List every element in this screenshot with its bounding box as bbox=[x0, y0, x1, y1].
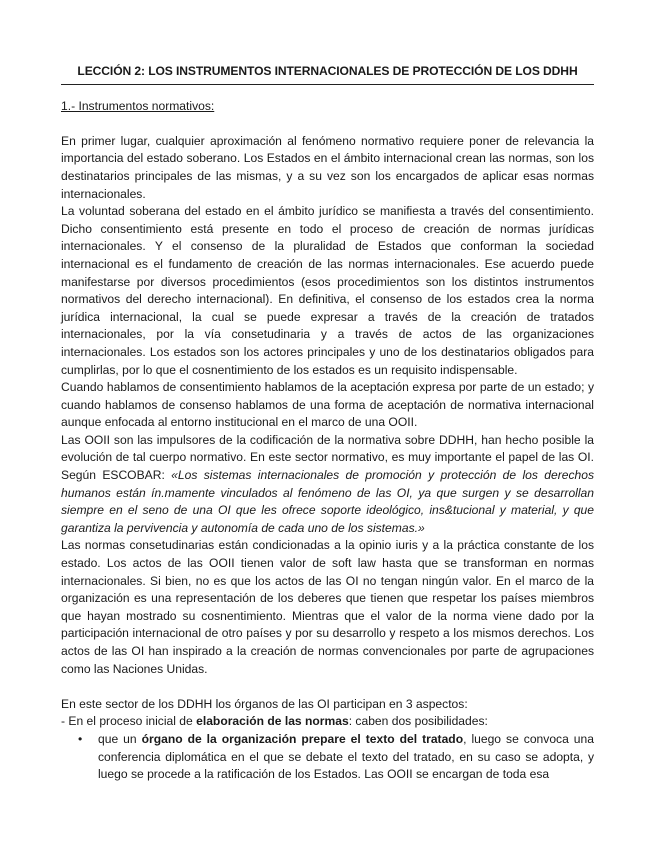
item-suffix: : caben dos posibilidades: bbox=[348, 714, 488, 729]
paragraph-sovereign-state: En primer lugar, cualquier aproximación al fenómeno normativo requiere poner de relevancia la importancia del estado soberano. Los Estados en el ámbito internacional crean las normas, son los destinatarios principales de las mismas, y a su vez son los encargados de aplicar esas normas internacionales. bbox=[61, 133, 594, 201]
spacer bbox=[61, 115, 594, 133]
item-bold-term: elaboración de las normas bbox=[196, 714, 349, 729]
list-item-norm-elaboration bbox=[61, 713, 594, 731]
spacer bbox=[61, 678, 594, 696]
paragraph-customary-norms: Las normas consetudinarias están condicionadas a la opinio iuris y a la práctica constante de los estado. Los actos de las OOII tienen valor de soft law hasta que se transforman en normas internacionales. Si bien, no es que los actos de las OI no tengan ningún valor. En el marco de la organización es una representación de los deberes que tienen que respetar los países miembros que hayan mostrado su cosnentimiento. Mientras que el valor de la norma viene dado por la participación internacional de otro países y por su desarrollo y respeto a los mismos derechos. Los actos de las OI han inspirado a la creación de normas convencionales por parte de agrupaciones como las Naciones Unidas. bbox=[61, 538, 594, 676]
paragraph-ooii-text: Las OOII son las impulsores de la codificación de la normativa sobre DDHH, han hecho posible la evolución de tal cuerpo normativo. En este sector normativo, es muy importante el papel de las OI. Según ESCOBAR: bbox=[61, 432, 594, 483]
paragraph-consent-vs-consensus: Cuando hablamos de consentimiento hablamos de la aceptación expresa por parte de un estado; y cuando hablamos de consenso hablamos de una forma de aceptación de normativa internacional aunque enfocada al entorno institucional en el marco de una OOII. bbox=[61, 380, 594, 430]
bullet-suffix: , luego se convoca una conferencia diplomática en el que se debate el texto del tratado, en su caso se adopta, y luego se procede a la ratificación de los Estados. Las OOII se encargan de toda esa bbox=[98, 731, 594, 782]
bullet-item-organ-prepares-text bbox=[61, 731, 594, 784]
bullet-icon: • bbox=[78, 731, 83, 746]
section-heading-normative-instruments: 1.- Instrumentos normativos: bbox=[61, 98, 215, 113]
escobar-quote: «Los sistemas internacionales de promoción y protección de los derechos humanos están ín.mamente vinculados al fenómeno de las OI, ya que surgen y se desarrollan siempre en el seno de una OI que les ofrece soporte ideológico, ins&tucional y material, y que garantiza la pervivencia y autonomía de cada uno de los sistemas.» bbox=[61, 468, 594, 535]
bullet-list bbox=[61, 731, 594, 784]
lesson-title: LECCIÓN 2: LOS INSTRUMENTOS INTERNACIONALES DE PROTECCIÓN DE LOS DDHH bbox=[77, 64, 578, 78]
bullet-bold-term: órgano de la organización prepare el texto del tratado bbox=[141, 731, 464, 746]
paragraph-ooii-codification bbox=[61, 432, 594, 538]
paragraph-consent: La voluntad soberana del estado en el ámbito jurídico se manifiesta a través del consentimiento. Dicho consentimiento está presente en todo el proceso de creación de normas jurídicas internacionales. Y el consenso de la pluralidad de Estados que conforman la sociedad internacional es el fundamento de creación de las normas internacionales. Ese acuerdo puede manifestarse por diversos procedimientos (esos procedimientos son los distintos instrumentos normativos del derecho internacional). En definitiva, el consenso de los estados crea la norma jurídica internacional, la cual se puede expresar a través de la creación de tratados internacionales, por la vía consetudinaria y a través de actos de las organizaciones internacionales. Los estados son los actores principales y uno de los destinatarios obligados para cumplirlas, por lo que el cosnentimiento de los estados es un requisito indispensable. bbox=[61, 204, 594, 377]
item-prefix: - En el proceso inicial de bbox=[61, 714, 197, 729]
bullet-prefix: que un bbox=[98, 731, 142, 746]
paragraph-three-aspects: En este sector de los DDHH los órganos de las OI participan en 3 aspectos: bbox=[61, 696, 468, 711]
title-underline bbox=[61, 84, 594, 85]
